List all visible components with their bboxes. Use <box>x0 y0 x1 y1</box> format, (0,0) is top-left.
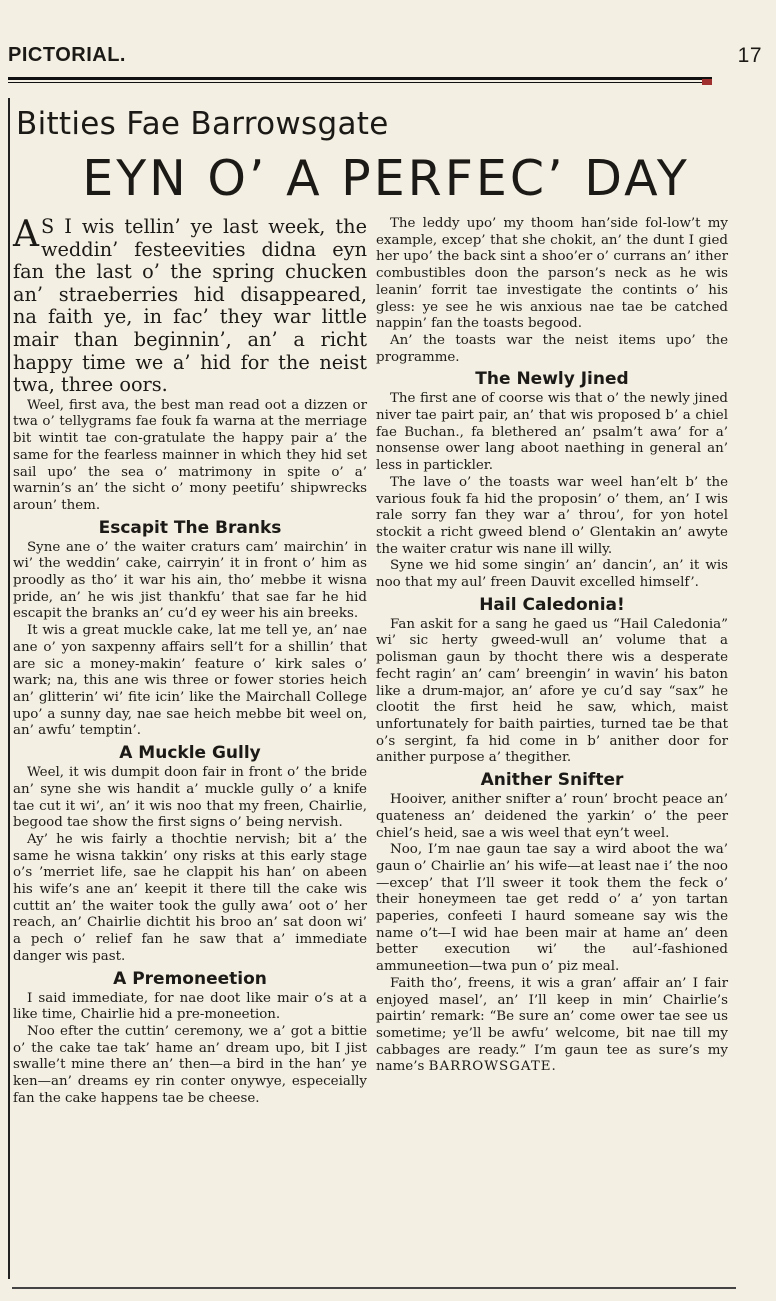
page-header <box>8 44 764 66</box>
subheading: Anither Snifter <box>480 770 624 791</box>
column-right <box>376 216 728 1076</box>
header-accent <box>702 79 712 85</box>
lead-paragraph <box>13 216 367 397</box>
column-rule-left <box>8 98 10 1279</box>
header-rule <box>8 77 712 80</box>
paragraph: The lave o’ the toasts war weel han’elt b’ the various fouk fa hid the proposin’ o’ them, an’ I wis rale sorry fan they war a’ throu’, for yon hotel stockit a richt gweed blend o’ Glentakin an’ awyte the waiter cratur wis nane ill willy. <box>376 474 728 557</box>
paragraph: An’ the toasts war the neist items upo’ the programme. <box>376 332 728 365</box>
subheading: A Muckle Gully <box>119 743 261 764</box>
paragraph: It wis a great muckle cake, lat me tell ye, an’ nae ane o’ yon saxpenny affairs sell’t for a shillin’ that are sic a money-makin’ feature o’ kirk sales o’ wark; na, this ane wis three or fower stories heich an’ glitterin’ wi’ fite icin’ like the Mairchall College upo’ a sunny day, nae sae heich mebbe bit weel on, an’ awfu’ temptin’. <box>13 623 367 739</box>
article-headline: EYN O’ A PERFEC’ DAY <box>82 150 690 207</box>
paragraph: Syne ane o’ the waiter craturs cam’ mairchin’ in wi’ the weddin’ cake, cairryin’ it in front o’ him as proodly as tho’ it war his ain, tho’ mebbe it wisna pride, an’ he wis jist thankfu’ that sae far he hid escapit the branks an’ cu’d ey weer his ain breeks. <box>13 539 367 622</box>
drop-cap: A <box>13 214 39 255</box>
subheading: A Premoneetion <box>113 968 267 989</box>
paragraph: Weel, it wis dumpit doon fair in front o’ the bride an’ syne she wis handit a’ muckle gully o’ a knife tae cut it wi’, an’ it wis noo that my freen, Chairlie, begood tae show the first signs o’ being nervish. <box>13 765 367 831</box>
article-kicker: Bitties Fae Barrowsgate <box>16 106 389 142</box>
header-rule-thin <box>8 82 712 83</box>
paragraph: Noo, I’m nae gaun tae say a wird aboot the wa’ gaun o’ Chairlie an’ his wife—at least nae i’ the noo—excep’ that I’ll sweer it took them the feck o’ their honeymeen tae get redd o’ a’ yon tartan paperies, confeeti I haurd someane say wis the name o’t—I wid hae been mair at hame an’ deen better execution wi’ the aul’-fashioned ammuneetion—twa pun o’ piz meal. <box>376 842 728 975</box>
closing-text: Faith tho’, freens, it wis a gran’ affair an’ I fair enjoyed masel’, an’ I’ll keep in min’ Chairlie’s pairtin’ remark: “Be sure an’ come ower tae see us sometime; ye’ll be awfu’ welcome, bit nae till my cabbages are ready.” I’m gaun tee as sure’s my name’s <box>376 975 728 1075</box>
paragraph: Fan askit for a sang he gaed us “Hail Caledonia” wi’ sic herty gweed-wull an’ volume that a polisman gaun by thocht there wis a desperate fecht ragin’ an’ cam’ breengin’ in wavin’ his baton like a drum-major, an’ afore ye cu’d say “sax” he clootit the first heid he saw, which, maist unfortunately for baith pairties, turned tae be that o’s sergint, fa hid come in b’ anither door for anither purpose a’ thegither. <box>376 616 728 766</box>
subheading: The Newly Jined <box>475 369 629 390</box>
subheading: Hail Caledonia! <box>479 594 625 615</box>
paragraph: I said immediate, for nae doot like mair o’s at a like time, Chairlie hid a pre-moneetion. <box>13 990 367 1023</box>
lead-text: S I wis tellin’ ye last week, the weddin’ festeevities didna eyn fan the last o’ the spring chucken an’ straeberries hid disappeared, na faith ye, in fac’ they war little mair than beginnin’, an’ a richt happy time we a’ hid for the neist twa, three oors. <box>13 215 367 397</box>
subheading: Escapit The Branks <box>98 517 282 538</box>
paragraph: Ay’ he wis fairly a thochtie nervish; bit a’ the same he wisna takkin’ ony risks at this early stage o’s ’merriet life, sae he clappit his han’ on abeen his wife’s ane an’ keepit it there till the cake wis cuttit an’ the waiter took the gully awa’ oot o’ her reach, an’ Chairlie dichtit his broo an’ sat doon wi’ a pech o’ relief fan he saw that a’ immediate danger wis past. <box>13 831 367 964</box>
paragraph: The first ane of coorse wis that o’ the newly jined niver tae pairt pair, an’ that wis proposed b’ a chiel fae Buchan., fa blethered an’ psalm’t awa’ for a’ nonsense ower lang aboot naething in general an’ less in partickler. <box>376 391 728 474</box>
footer-rule <box>12 1287 736 1289</box>
paragraph: Noo efter the cuttin’ ceremony, we a’ got a bittie o’ the cake tae tak’ hame an’ dream upo, bit I jist swalle’t mine there an’ then—a bird in the han’ ye ken—an’ dreams ey rin conter onywye, especeially fan the cake happens tae be cheese. <box>13 1023 367 1106</box>
paragraph: Weel, first ava, the best man read oot a dizzen or twa o’ tellygrams fae fouk fa warna at the merriage bit wintit tae con-gratulate the happy pair a’ the same for the fearless mainner in which they hid set sail upo’ the sea o’ matrimony in spite o’ a’ warnin’s an’ the sicht o’ mony peetifu’ shipwrecks aroun’ them. <box>13 397 367 513</box>
paragraph: Syne we hid some singin’ an’ dancin’, an’ it wis noo that my aul’ freen Dauvit excelled himself’. <box>376 558 728 591</box>
page-number: 17 <box>737 44 762 67</box>
paragraph: Hooiver, anither snifter a’ roun’ brocht peace an’ quateness an’ deidened the yarkin’ o’ the peer chiel’s heid, sae a wis weel that eyn’t weel. <box>376 792 728 841</box>
author-signature: BARROWSGATE. <box>428 1059 557 1075</box>
column-left <box>13 216 367 1107</box>
paragraph: The leddy upo’ my thoom han’side fol-low’t my example, excep’ that she chokit, an’ the dunt I gied her upo’ the back sint a shoo’er o’ currans an’ ither combustibles doon the parson’s neck as he wis leanin’ forrit tae investigate the contints o’ his gless: ye see he wis anxious nae tae be catched nappin’ fan the toasts begood. <box>376 216 728 332</box>
section-title: PICTORIAL. <box>8 44 126 66</box>
closing-paragraph <box>376 976 728 1076</box>
